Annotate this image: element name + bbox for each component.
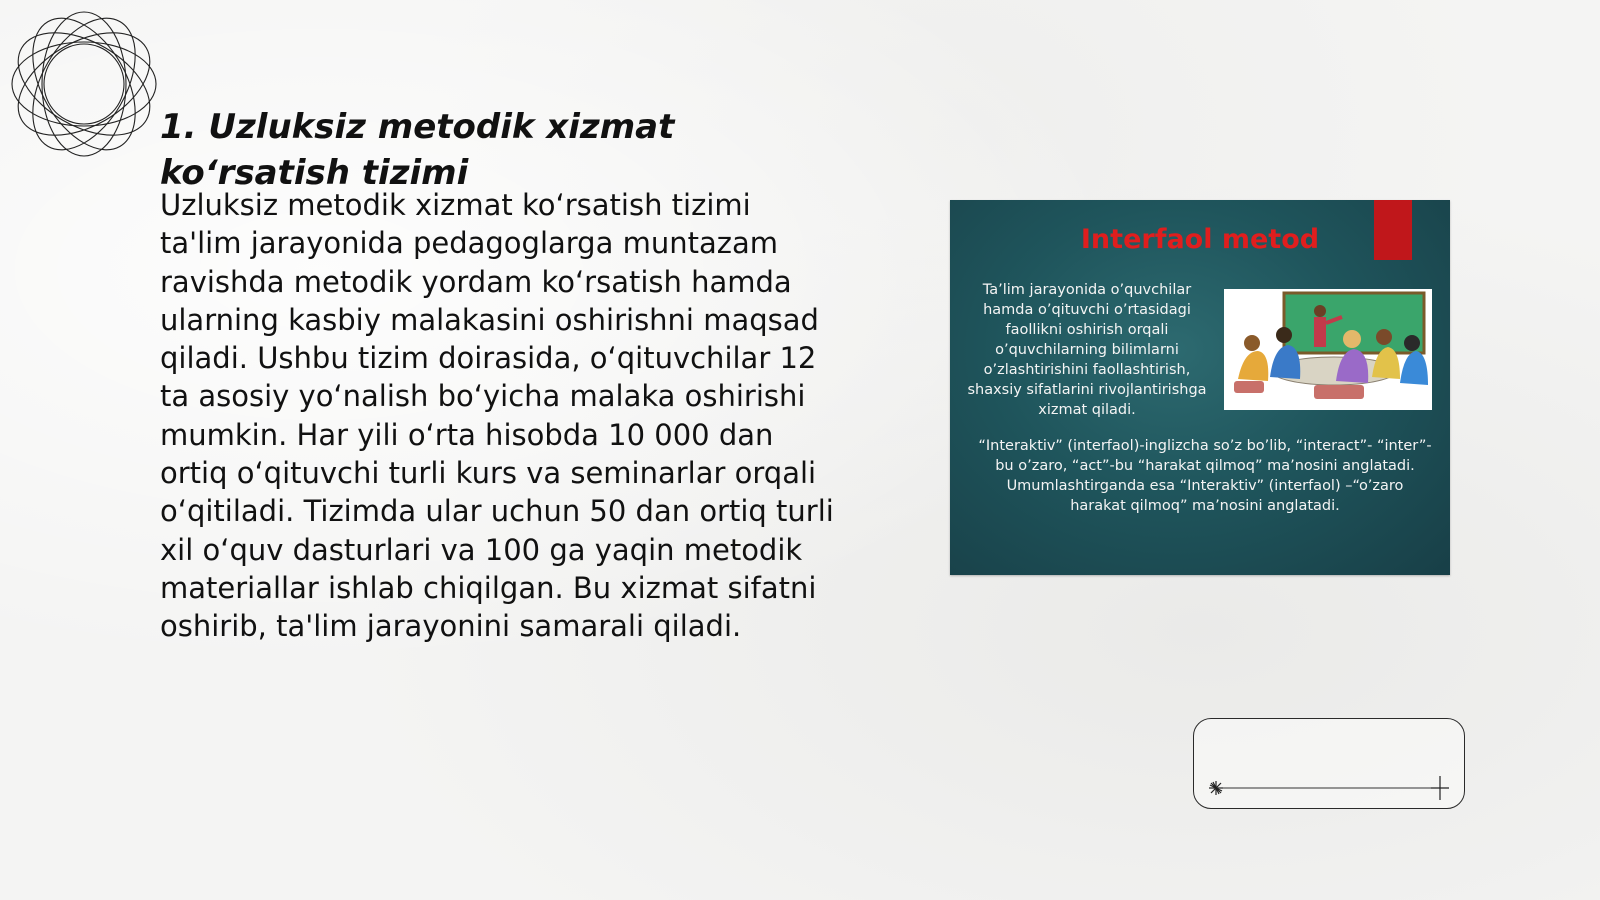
- card-bottom-paragraph: “Interaktiv” (interfaol)-inglizcha so’z bo’lib, “interact”- “inter”-bu o’zaro, “act”-bu “harakat qilmoq” ma’nosini anglatadi. Umumlashtirganda esa “Interaktiv” (interfaol) –“o’zaro harakat qilmoq” ma’nosini anglatadi.: [978, 438, 1432, 514]
- line-with-sparkle-icon: [1194, 719, 1464, 808]
- interfaol-metod-image-card: [950, 200, 1450, 575]
- card-left-paragraph: Ta’lim jarayonida o’quvchilar hamda o’qituvchi o’rtasidagi faollikni oshirish orqali o’quvchilarning bilimlarni o’zlashtirishini faollashtirish, shaxsiy sifatlarini rivojlantirishga xizmat qiladi.: [967, 282, 1207, 418]
- spirograph-ornament-icon: [10, 10, 158, 158]
- card-title: Interfaol metod: [1080, 224, 1320, 255]
- slide-title: 1. Uzluksiz metodik xizmat ko‘rsatish tizimi: [160, 107, 675, 193]
- decorative-rounded-box: [1193, 718, 1465, 809]
- classroom-illustration-icon: [1224, 289, 1432, 410]
- slide-body-text: Uzluksiz metodik xizmat ko‘rsatish tizimi ta'lim jarayonida pedagoglarga muntazam ravishda metodik yordam ko‘rsatish hamda ularning kasbiy malakasini oshirishni maqsad qiladi. Ushbu tizim doirasida, o‘qituvchilar 12 ta asosiy yo‘nalish bo‘yicha malaka oshirishi mumkin. Har yili o‘rta hisobda 10 000 dan ortiq o‘qituvchi turli kurs va seminarlar orqali o‘qitiladi. Tizimda ular uchun 50 dan ortiq turli xil o‘quv dasturlari va 100 ga yaqin metodik materiallar ishlab chiqilgan. Bu xizmat sifatni oshirib, ta'lim jarayonini samarali qiladi.: [160, 188, 834, 644]
